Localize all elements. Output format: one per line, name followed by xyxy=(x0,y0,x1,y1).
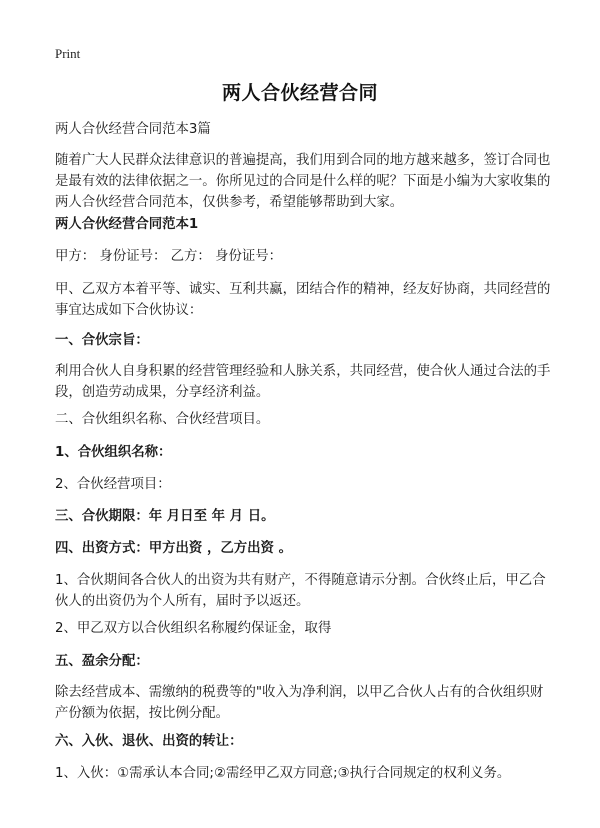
clause-heading: 六、入伙、退伙、出资的转让： xyxy=(55,734,243,749)
section-heading: 两人合伙经营合同范本1 xyxy=(55,217,199,232)
paragraph: 1、合伙期间各合伙人的出资为共有财产，不得随意请示分割。合伙终止后，甲乙合伙人的出资仍为个人所有，届时予以返还。 xyxy=(55,573,546,609)
intro-paragraph: 随着广大人民群众法律意识的普遍提高，我们用到合同的地方越来越多，签订合同也是最有效的法律依据之一。你所见过的合同是什么样的呢？下面是小编为大家收集的两人合伙经营合同范本，仅供参考，希望能够帮助到大家。 xyxy=(55,153,551,210)
clause-heading: 1、合伙组织名称： xyxy=(55,445,172,460)
paragraph: 二、合伙组织名称、合伙经营项目。 xyxy=(55,412,270,427)
paragraph: 2、甲乙双方以合伙组织名称履约保证金，取得 xyxy=(55,621,332,636)
clause-heading: 一、合伙宗旨： xyxy=(55,333,149,348)
clause-heading: 五、盈余分配： xyxy=(55,654,149,669)
clause-heading: 四、出资方式：甲方出资 ，乙方出资 。 xyxy=(55,541,292,556)
document-title: 两人合伙经营合同 xyxy=(221,82,378,104)
clause-heading: 三、合伙期限：年 月日至 年 月 日。 xyxy=(55,509,275,524)
print-link[interactable]: Print xyxy=(55,46,81,61)
paragraph: 1、入伙：①需承认本合同;②需经甲乙双方同意;③执行合同规定的权利义务。 xyxy=(55,766,511,781)
paragraph: 2、合伙经营项目： xyxy=(55,477,171,492)
paragraph: 除去经营成本、需缴纳的税费等的"收入为净利润，以甲乙合伙人占有的合伙组织财产份额为依据，按比例分配。 xyxy=(55,685,544,721)
paragraph: 利用合伙人自身积累的经营管理经验和人脉关系，共同经营，使合伙人通过合法的手段，创造劳动成果，分享经济利益。 xyxy=(55,364,551,400)
doc-subtitle: 两人合伙经营合同范本3篇 xyxy=(55,122,211,137)
party-line: 甲方： 身份证号： 乙方： 身份证号： xyxy=(55,249,283,264)
paragraph: 甲、乙双方本着平等、诚实、互利共赢，团结合作的精神，经友好协商，共同经营的事宜达成如下合伙协议： xyxy=(55,282,551,318)
